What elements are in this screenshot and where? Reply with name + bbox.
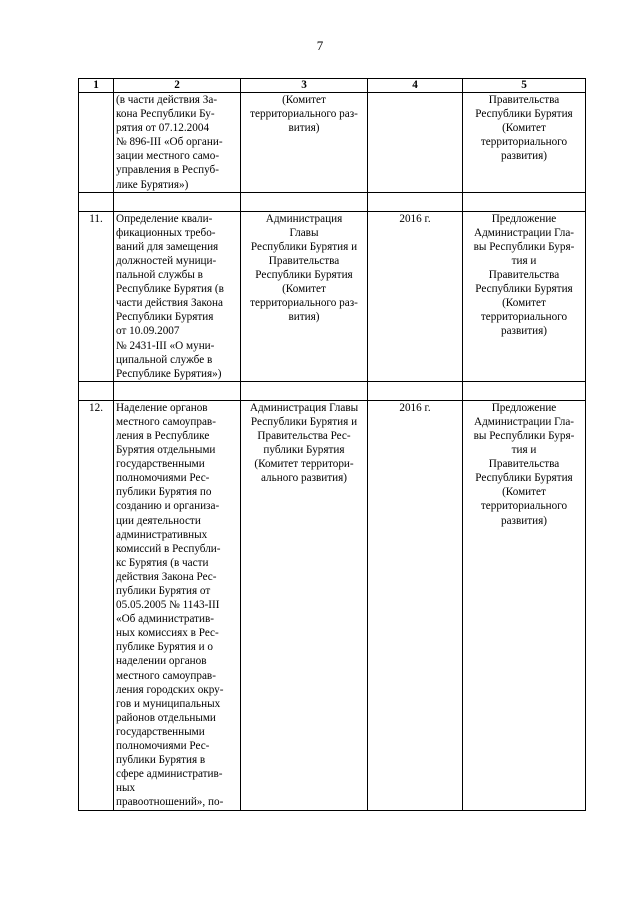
table-row [79, 211, 586, 381]
column-header-4: 4 [368, 79, 463, 93]
page-number: 7 [316, 38, 324, 53]
column-header-3: 3 [241, 79, 368, 93]
row-number [79, 93, 114, 193]
measure-name: Определение квали- фикационных требо- ваний для замещения должностей муници- пальной службы в Республике Бурятия (в части действия Закона Республики Бурятия от 10.09.2007 № 2431-III «О муни- ципальной службе в Республике Бурятия») [114, 211, 241, 381]
table-row [79, 400, 586, 810]
column-header-1: 1 [79, 79, 114, 93]
table-header-row [79, 79, 586, 93]
basis: Предложение Администрации Гла- вы Республики Буря- тия и Правительства Республики Бурятия (Комитет территориального развития) [463, 400, 586, 810]
basis: Правительства Республики Бурятия (Комитет территориального развития) [463, 93, 586, 193]
column-header-2: 2 [114, 79, 241, 93]
column-header-5: 5 [463, 79, 586, 93]
measure-name: Наделение органов местного самоуправ- ления в Республике Бурятия отдельными государственными полномочиями Рес- публики Бурятия по созданию и организа- ции деятельности административных комиссий в Республи- кс Бурятия (в части действия Закона Рес- публики Бурятия от 05.05.2005 № 1143-III «Об административ- ных комиссиях в Рес- публике Бурятия и о наделении органов местного самоуправ- ления городских окру- гов и муниципальных районов отдельными государственными полномочиями Рес- публики Бурятия в сфере административ- ных правоотношений», по- [114, 400, 241, 810]
row-number: 11. [79, 211, 114, 381]
deadline [368, 93, 463, 193]
row-number: 12. [79, 400, 114, 810]
basis: Предложение Администрации Гла- вы Республики Буря- тия и Правительства Республики Бурятия (Комитет территориального развития) [463, 211, 586, 381]
executor: (Комитет территориального раз- вития) [241, 93, 368, 193]
document-table [78, 78, 586, 811]
row-spacer [79, 381, 586, 400]
row-spacer [79, 192, 586, 211]
deadline: 2016 г. [368, 400, 463, 810]
table-row [79, 93, 586, 193]
executor: Администрация Главы Республики Бурятия и Правительства Рес- публики Бурятия (Комитет территори- ального развития) [241, 400, 368, 810]
deadline: 2016 г. [368, 211, 463, 381]
executor: Администрация Главы Республики Бурятия и Правительства Республики Бурятия (Комитет территориального раз- вития) [241, 211, 368, 381]
measure-name: (в части действия За- кона Республики Бу- рятия от 07.12.2004 № 896-III «Об органи- зации местного само- управления в Респуб- лике Бурятия») [114, 93, 241, 193]
